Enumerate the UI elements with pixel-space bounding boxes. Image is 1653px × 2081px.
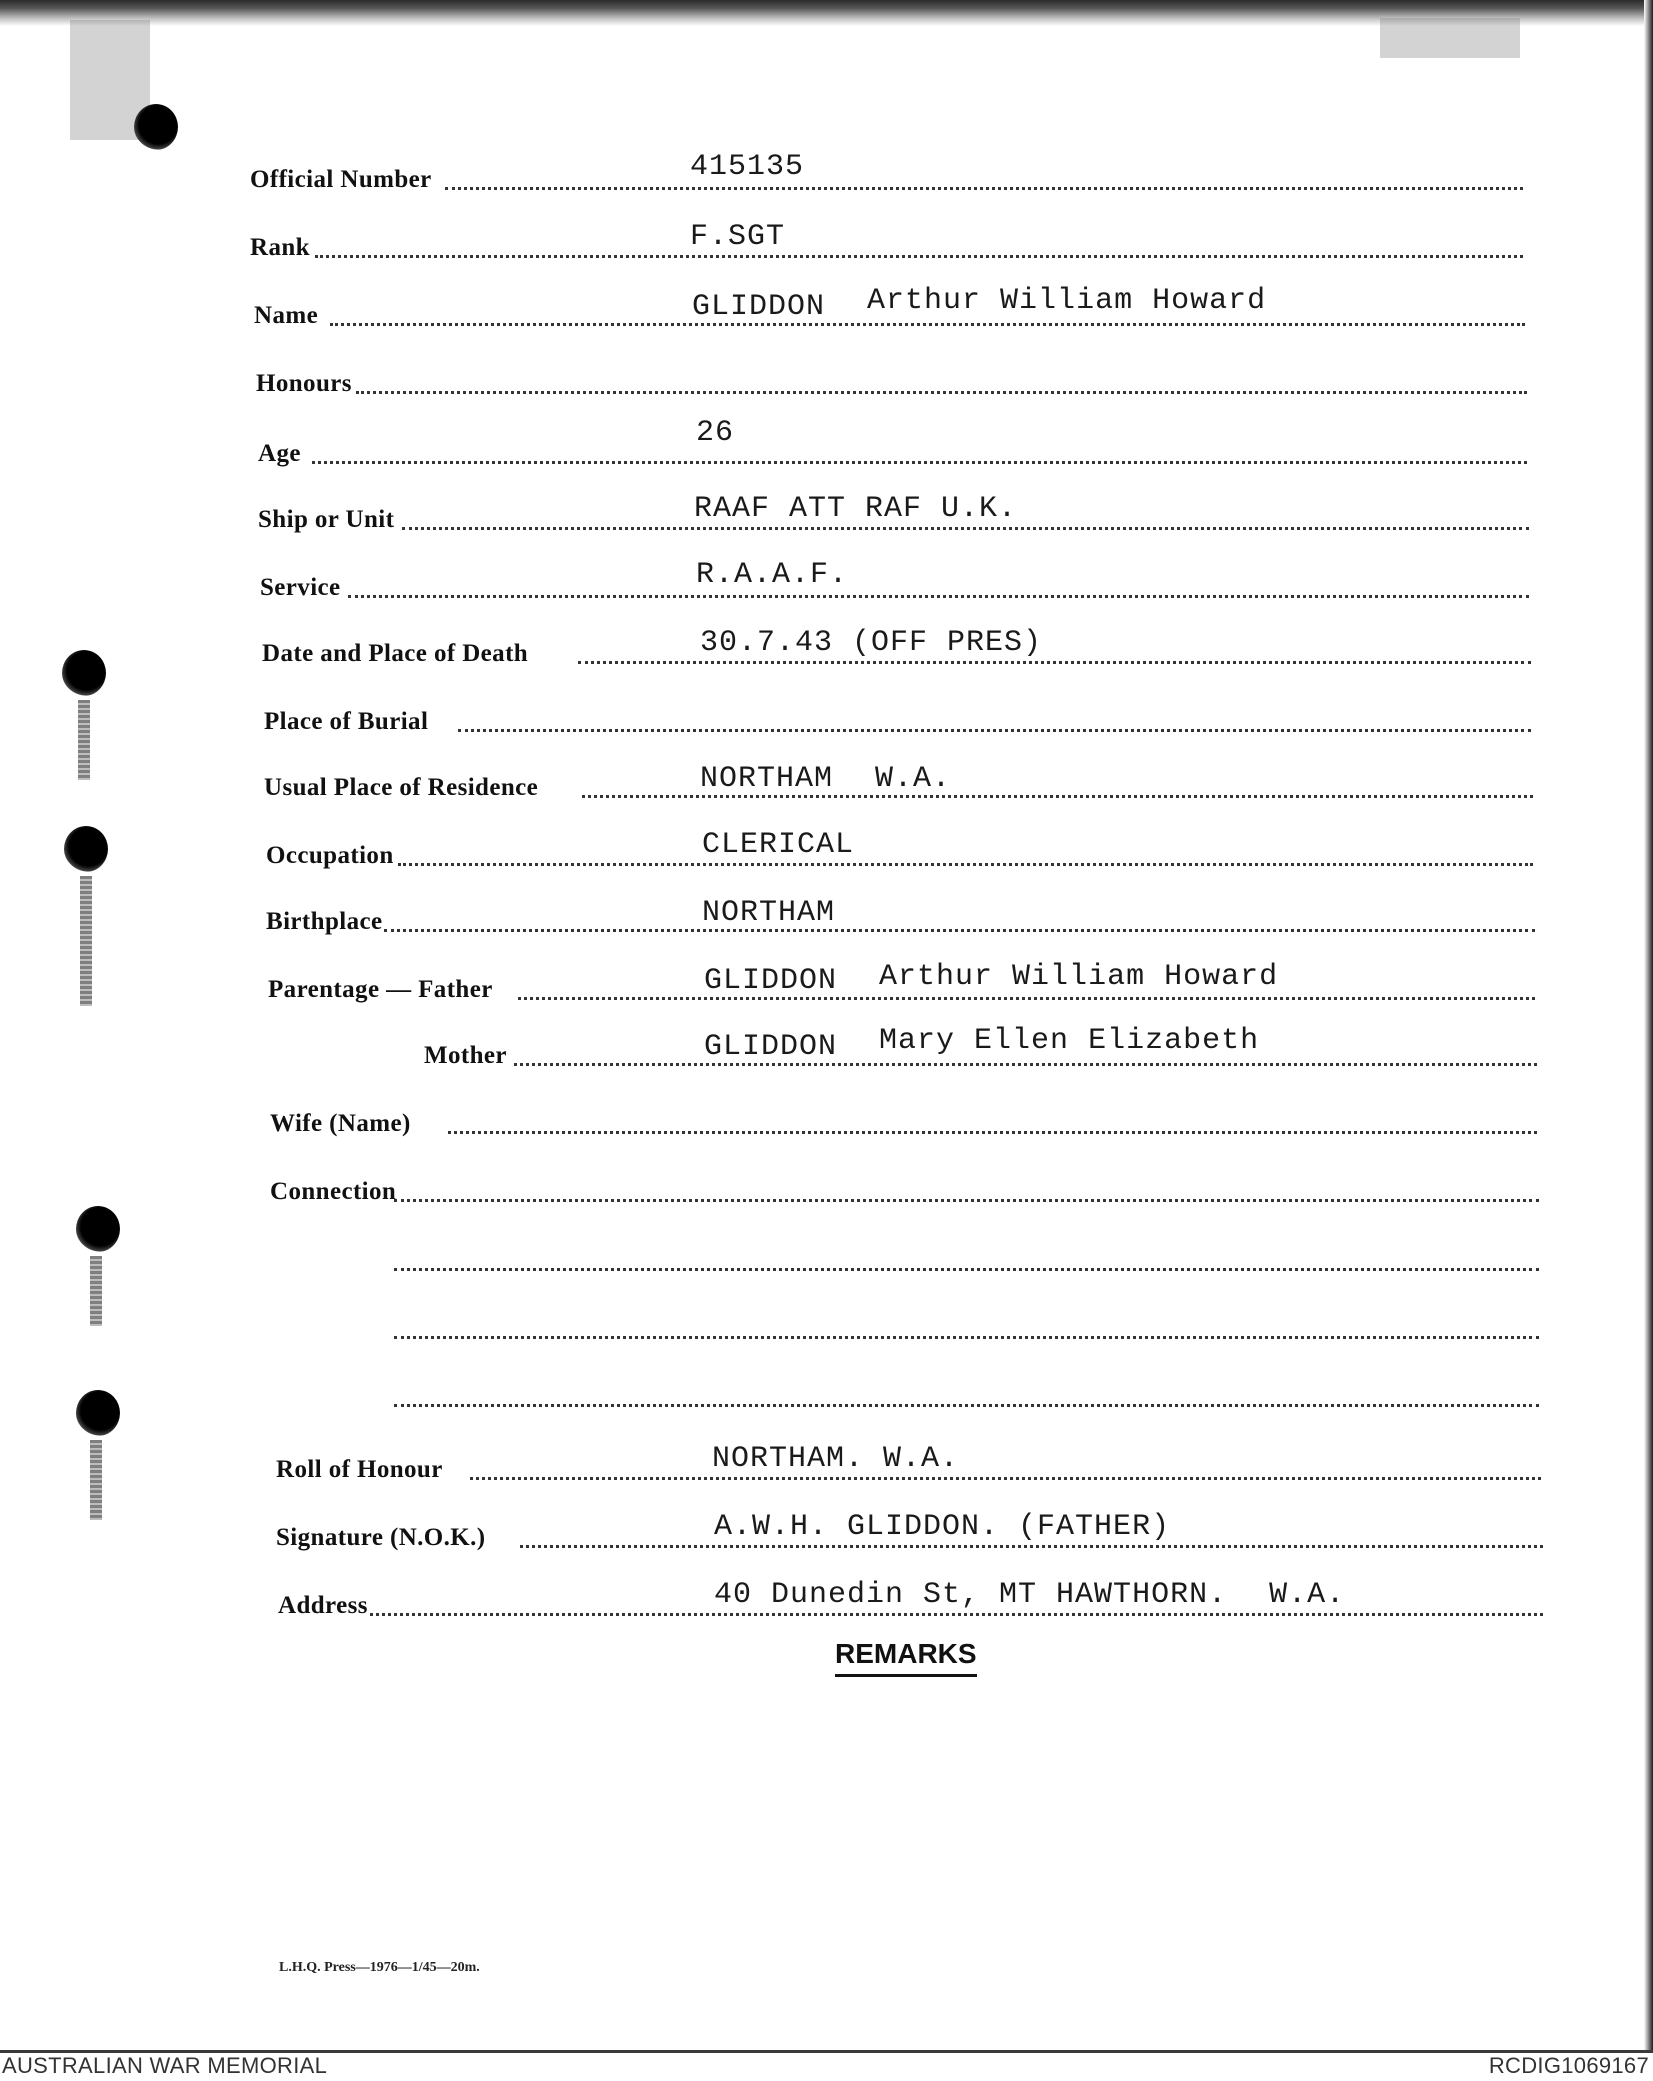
label-place-of-burial: Place of Burial [264,708,429,735]
label-address: Address [278,1592,368,1619]
value-residence-state: W.A. [875,762,952,796]
label-birthplace: Birthplace [266,908,383,935]
field-official-number [0,150,1653,198]
value-father [704,960,1279,998]
value-address-state: W.A. [1269,1578,1346,1612]
field-ship-or-unit [0,492,1653,538]
field-age [0,416,1653,472]
value-name-surname: GLIDDON [692,290,826,324]
leader-line [370,1613,1543,1616]
value-mother-surname: GLIDDON [704,1030,838,1064]
field-rank [0,220,1653,266]
leader-line [520,1545,1543,1548]
field-wife [0,1100,1653,1142]
label-usual-residence: Usual Place of Residence [264,774,539,801]
field-roll-of-honour [0,1442,1653,1488]
field-usual-residence [0,764,1653,806]
label-ship-or-unit: Ship or Unit [258,506,395,533]
leader-line [458,729,1531,732]
label-father: Parentage — Father [268,976,493,1003]
label-service: Service [260,574,341,601]
label-official-number: Official Number [250,166,432,193]
leader-line [398,863,1533,866]
blank-line [394,1404,1539,1407]
field-signature [0,1510,1653,1556]
field-name [0,284,1653,334]
field-address [0,1578,1653,1624]
leader-line [445,187,1523,190]
value-signature: A.W.H. GLIDDON. (FATHER) [714,1510,1171,1544]
value-address [714,1578,1345,1612]
label-wife: Wife (Name) [270,1110,411,1137]
field-father [0,960,1653,1008]
leader-line [394,1199,1539,1202]
scan-smudge [1380,18,1520,58]
leader-line [348,595,1529,598]
label-rank: Rank [250,234,310,261]
punch-hole [76,1206,120,1252]
label-mother: Mother [424,1042,507,1069]
label-honours: Honours [256,370,352,397]
field-birthplace [0,898,1653,940]
value-father-surname: GLIDDON [704,964,838,998]
label-signature: Signature (N.O.K.) [276,1524,486,1551]
field-place-of-burial [0,698,1653,740]
value-service: R.A.A.F. [696,558,849,592]
leader-line [312,461,1527,464]
value-roll-of-honour: NORTHAM. W.A. [712,1442,960,1476]
press-mark: L.H.Q. Press—1976—1/45—20m. [279,1960,480,1975]
leader-line [402,527,1529,530]
value-mother-given: Mary Ellen Elizabeth [879,1024,1260,1058]
leader-line [356,391,1527,394]
field-connection [0,1168,1653,1210]
field-occupation [0,828,1653,874]
value-name-given: Arthur William Howard [867,284,1267,318]
value-mother [704,1024,1260,1064]
leader-line [470,1477,1541,1480]
value-date-place-death: 30.7.43 (OFF PRES) [700,626,1043,660]
field-mother [0,1024,1653,1074]
value-usual-residence [700,762,951,796]
label-name: Name [254,302,319,329]
label-occupation: Occupation [266,842,394,869]
value-name [692,284,1267,324]
value-residence-place: NORTHAM [700,762,834,796]
value-official-number: 415135 [690,150,805,184]
label-connection: Connection [270,1178,397,1205]
field-honours [0,360,1653,402]
label-age: Age [258,440,301,467]
leader-line [448,1131,1537,1134]
value-age: 26 [696,416,735,450]
punch-hole [76,1390,120,1436]
punch-hole [134,104,178,150]
value-occupation: CLERICAL [702,828,855,862]
leader-line [315,255,1523,258]
punch-hole-shadow [90,1256,102,1326]
value-ship-or-unit: RAAF ATT RAF U.K. [694,492,1018,526]
value-rank: F.SGT [690,220,786,254]
leader-line [578,661,1531,664]
leader-line [384,929,1535,932]
field-date-place-death [0,626,1653,672]
value-father-given: Arthur William Howard [879,960,1279,994]
blank-line [394,1268,1539,1271]
value-address-street: 40 Dunedin St, MT HAWTHORN. [714,1578,1228,1612]
label-roll-of-honour: Roll of Honour [276,1456,443,1483]
blank-line [394,1336,1539,1339]
label-date-place-death: Date and Place of Death [262,640,529,667]
remarks-heading: REMARKS [835,1638,977,1677]
footer-record-id: RCDIG1069167 [1488,2053,1649,2078]
field-service [0,558,1653,606]
value-birthplace: NORTHAM [702,896,836,930]
footer-source: AUSTRALIAN WAR MEMORIAL [2,2053,328,2078]
